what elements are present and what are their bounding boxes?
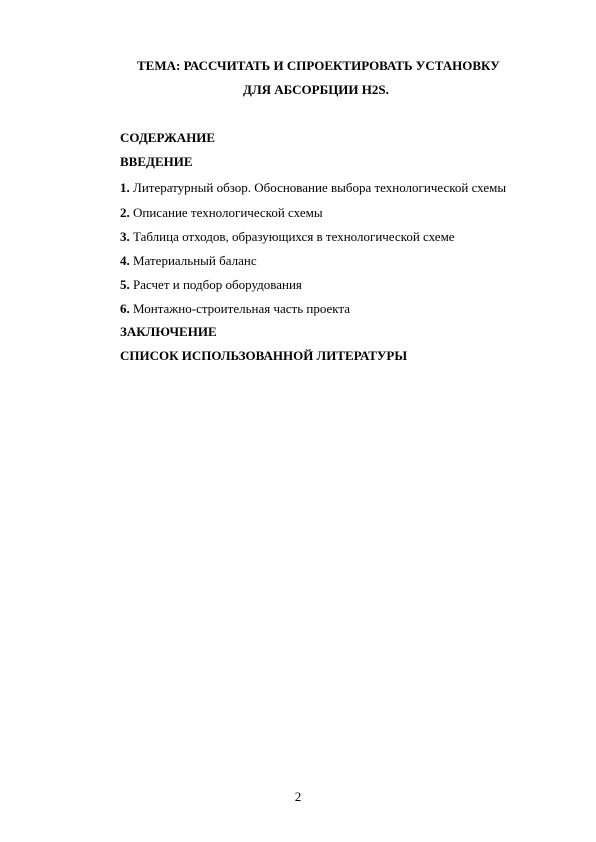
toc-item-text: Таблица отходов, образующихся в технологической схеме <box>129 229 455 244</box>
topic-title-line-1: ТЕМА: РАССЧИТАТЬ И СПРОЕКТИРОВАТЬ УСТАНОВКУ <box>137 58 500 73</box>
toc-references: СПИСОК ИСПОЛЬЗОВАННОЙ ЛИТЕРАТУРЫ <box>120 348 408 363</box>
toc-item-text: Монтажно-строительная часть проекта <box>129 301 351 316</box>
toc-item-text: Материальный баланс <box>129 253 257 268</box>
toc-item-5 <box>120 277 302 293</box>
toc-item-number: 6. <box>120 301 130 316</box>
toc-item-4 <box>120 253 257 269</box>
toc-item-2 <box>120 205 323 221</box>
toc-conclusion: ЗАКЛЮЧЕНИЕ <box>120 324 217 339</box>
toc-item-number: 4. <box>120 253 130 268</box>
toc-item-number: 2. <box>120 205 130 220</box>
toc-heading: СОДЕРЖАНИЕ <box>120 130 216 145</box>
toc-item-text: Расчет и подбор оборудования <box>129 277 302 292</box>
toc-item-3 <box>120 229 455 245</box>
toc-item-1 <box>120 180 506 196</box>
toc-item-number: 1. <box>120 180 130 195</box>
toc-introduction: ВВЕДЕНИЕ <box>120 154 193 169</box>
toc-item-number: 3. <box>120 229 130 244</box>
toc-item-6 <box>120 301 350 317</box>
topic-title-line-2: ДЛЯ АБСОРБЦИИ H2S. <box>243 82 389 97</box>
page-number: 2 <box>294 789 302 804</box>
toc-item-number: 5. <box>120 277 130 292</box>
toc-item-text: Описание технологической схемы <box>129 205 323 220</box>
toc-item-text: Литературный обзор. Обоснование выбора технологической схемы <box>129 180 507 195</box>
